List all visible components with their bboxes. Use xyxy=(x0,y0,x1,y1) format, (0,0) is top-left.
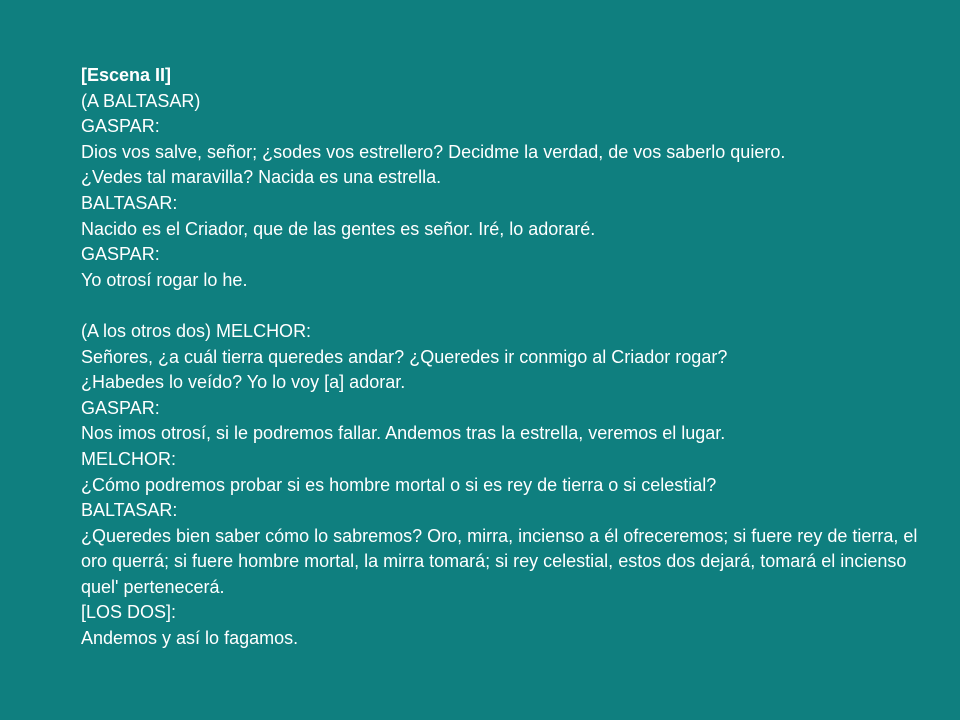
scene-heading: [Escena II] xyxy=(81,65,172,85)
dialogue-line: Dios vos salve, señor; ¿sodes vos estrellero? Decidme la verdad, de vos saberlo quiero. xyxy=(81,141,786,162)
dialogue-line: Nacido es el Criador, que de las gentes es señor. Iré, lo adoraré. xyxy=(81,218,596,239)
speaker-baltasar: BALTASAR: xyxy=(81,500,178,521)
dialogue-line: Andemos y así lo fagamos. xyxy=(81,628,299,649)
dialogue-line: ¿Vedes tal maravilla? Nacida es una estrella. xyxy=(81,167,442,188)
dialogue-line: Yo otrosí rogar lo he. xyxy=(81,269,248,290)
speaker-gaspar: GASPAR: xyxy=(81,116,160,137)
dialogue-line: Nos imos otrosí, si le podremos fallar. Andemos tras la estrella, veremos el lugar. xyxy=(81,423,726,444)
stage-direction: (A BALTASAR) xyxy=(81,90,201,111)
dialogue-line: ¿Habedes lo veído? Yo lo voy [a] adorar. xyxy=(81,372,406,393)
dialogue-line: ¿Cómo podremos probar si es hombre mortal o si es rey de tierra o si celestial? xyxy=(81,474,717,495)
speaker-baltasar: BALTASAR: xyxy=(81,192,178,213)
speaker-gaspar: GASPAR: xyxy=(81,244,160,265)
slide-text-block xyxy=(81,63,931,652)
dialogue-paragraph: ¿Queredes bien saber cómo lo sabremos? Oro, mirra, incienso a él ofreceremos; si fuere rey de tierra, el oro querrá; si fuere hombre mortal, la mirra tomará; si rey celestial, estos dos dejará, tomará el incienso quel' pertenecerá. xyxy=(81,525,918,597)
dialogue-line: Señores, ¿a cuál tierra queredes andar? ¿Queredes ir conmigo al Criador rogar? xyxy=(81,346,728,367)
speaker-gaspar: GASPAR: xyxy=(81,397,160,418)
speaker-melchor: MELCHOR: xyxy=(81,448,177,469)
blank-line xyxy=(81,293,931,319)
speaker-los-dos: [LOS DOS]: xyxy=(81,602,177,623)
speaker-melchor: (A los otros dos) MELCHOR: xyxy=(81,320,312,341)
